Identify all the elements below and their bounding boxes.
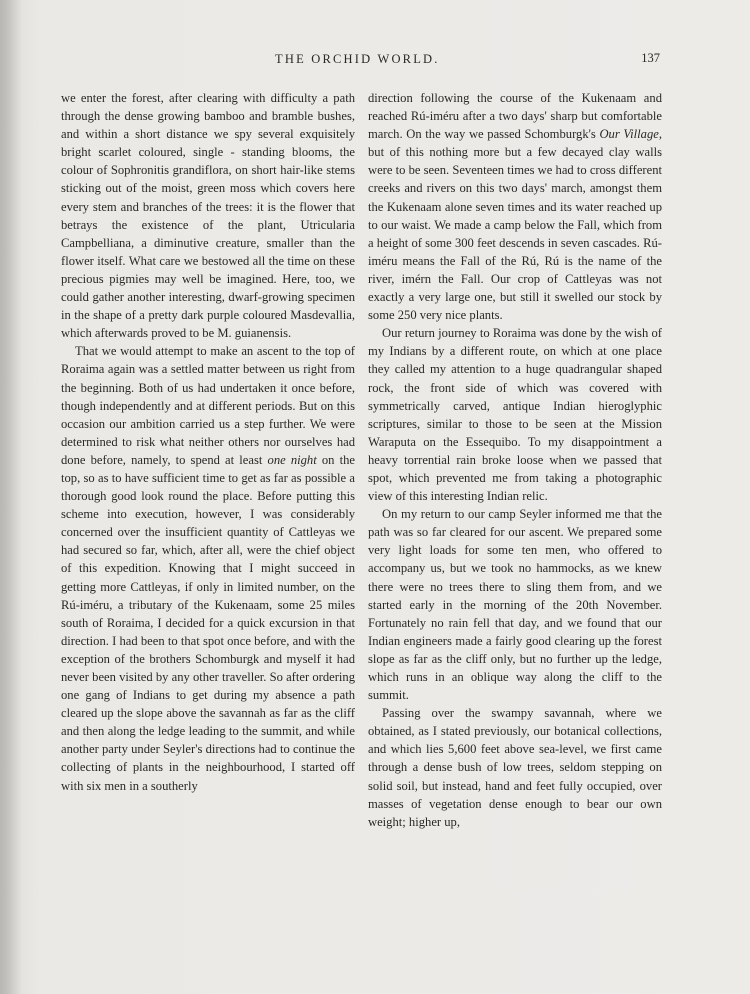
running-head [60,52,660,68]
paragraph [368,89,662,324]
italic-title: Our Village [599,127,659,142]
paragraph-text: on the top, so as to have sufficient time to get as far as possible a thorough good look round the place. Before putting this scheme into execution, however, I was considerably concerned over the insufficient quantity of Cattleyas we had secured so far, which, after all, were the chief object of this expedition. Knowing that I might succeed in getting more Cattleyas, if only in limited number, on the Rú-iméru, a tributary of the Kukenaam, some 25 miles south of Roraima, I decided for a quick excursion in that direction. I had been to that spot once before, and with the exception of the brothers Schomburgk and myself it had never been visited by any other traveller. So after ordering one gang of Indians to get during my absence a path cleared up the slope above the savannah as far as the cliff and then along the ledge leading to the summit, and while another party under Seyler's directions had to continue the collecting of plants in the neighbourhood, I started off with six men in a southerly [61,452,355,793]
paragraph: Our return journey to Roraima was done by the wish of my Indians by a different route, on which at one place they called my attention to a huge quadrangular shaped rock, the front side of which was covered with symmetrically carved, antique Indian hieroglyphic scriptures, similar to those to be seen at the Mission Waraputa on the Essequibo. To my disappointment a heavy torrential rain broke loose when we passed that spot, which prevented me from taking a photographic view of this interesting Indian relic. [368,326,662,504]
left-column [61,89,355,795]
paragraph-text: direction following the course of the Kukenaam and reached Rú-iméru after a two days' sharp but comfortable march. On the way we passed Schomburgk's [368,91,662,142]
paragraph-text: That we would attempt to make an ascent to the top of Roraima again was a settled matter between us right from the beginning. Both of us had undertaken it once before, though independently and at different periods. But on this occasion our ambition carried us a step further. We were determined to risk what neither others nor ourselves had done before, namely, to spend at least [61,344,355,467]
italic-emphasis: one night [267,452,317,467]
page-number: 137 [641,51,660,65]
running-title: THE ORCHID WORLD. [275,52,440,66]
binding-shadow [0,0,22,994]
paragraph-text: , but of this nothing more but a few decayed clay walls were to be seen. Seventeen times we had to cross different creeks and rivers on this two days' march, amongst them the Kukenaam alone seven times and its water reached up to our waist. We made a camp below the Fall, which from a height of some 300 feet descends in seven cascades. Rú-iméru means the Fall of the Rú, Rú is the name of the river, imérn the Fall. Our crop of Cattleyas was not exactly a very large one, but still it swelled our stock by some 250 very nice plants. [368,127,662,323]
right-column [368,89,662,831]
paragraph: On my return to our camp Seyler informed me that the path was so far cleared for our ascent. We prepared some very light loads for some ten men, who offered to accompany us, but we took no hammocks, as we knew there were no trees there to sling them from, and we started early in the morning of the 20th November. Fortunately no rain fell that day, and we found that our Indian engineers made a fairly good clearing up the forest slope as far as the cliff only, but no further up the ledge, which runs in an oblique way along the cliff to the summit. [368,507,662,703]
paragraph: Passing over the swampy savannah, where we obtained, as I stated previously, our botanical collections, and which lies 5,600 feet above sea-level, we first came through a dense bush of low trees, seldom stepping on solid soil, but instead, hand and feet fully occupied, over masses of vegetation dense enough to bear our own weight; higher up, [368,706,662,829]
paragraph [61,342,355,794]
paragraph: we enter the forest, after clearing with difficulty a path through the dense growing bamboo and bramble bushes, and within a short distance we spy several exquisitely bright scarlet coloured, single - standing blooms, the colour of Sophronitis grandiflora, on short hair-like stems sticking out of the moist, green moss which covers here every stem and branches of the trees: it is the flower that betrays the existence of the plant, Utricularia Campbelliana, a diminutive creature, smaller than the flower itself. What care we bestowed all the time on these precious pigmies may well be imagined. Here, too, we could gather another interesting, dwarf-growing specimen in the shape of a pretty dark purple coloured Masdevallia, which afterwards proved to be M. guianensis. [61,91,355,341]
